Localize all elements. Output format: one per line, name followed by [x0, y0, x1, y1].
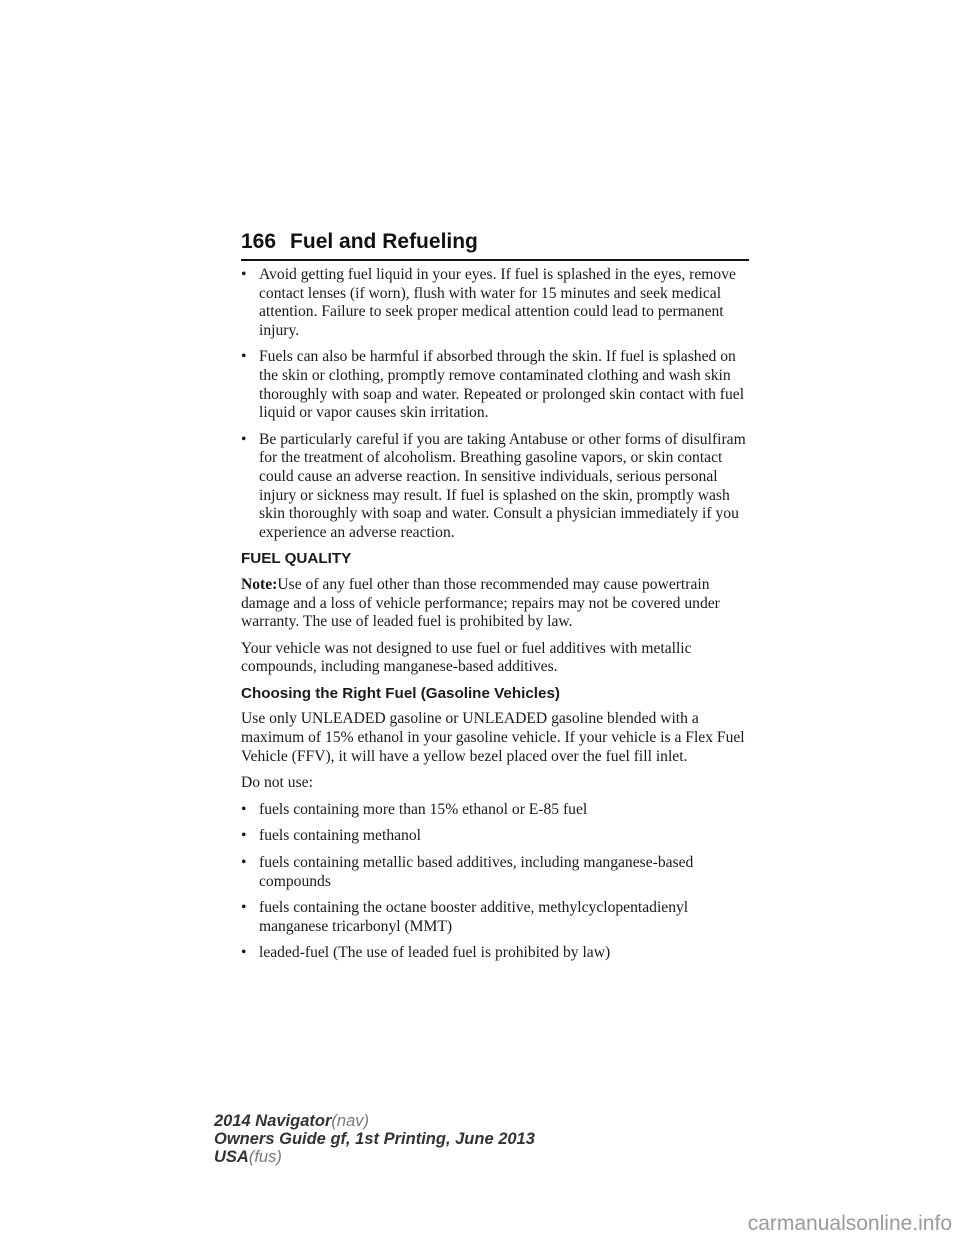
- bullet-icon: •: [241, 827, 247, 845]
- bullet-icon: •: [241, 266, 247, 283]
- note-label: Note:: [241, 575, 278, 593]
- list-item: • Fuels can also be harmful if absorbed through the skin. If fuel is splashed on the skin or clothing, promptly remove contaminated clothing and wash skin thoroughly with soap and water. Repeated or prolonged skin contact with fuel liquid or vapor causes skin irritation.: [241, 348, 745, 422]
- footer-line-1: 2014 Navigator(nav): [214, 1112, 369, 1130]
- safety-bullet-list: [241, 266, 753, 542]
- bullet-icon: •: [241, 348, 247, 366]
- bullet-icon: •: [241, 430, 247, 448]
- do-not-use-label: Do not use:: [241, 774, 313, 792]
- metallic-paragraph: Your vehicle was not designed to use fuel or fuel additives with metallic compounds, including manganese-based additives.: [241, 639, 692, 676]
- page-header: [241, 230, 749, 254]
- unleaded-paragraph: Use only UNLEADED gasoline or UNLEADED gasoline blended with a maximum of 15% ethanol in your gasoline vehicle. If your vehicle is a Flex Fuel Vehicle (FFV), it will have a yellow bezel placed over the fuel fill inlet.: [241, 710, 745, 765]
- note-paragraph: [241, 576, 753, 632]
- header-rule: [241, 259, 749, 261]
- list-item: • fuels containing more than 15% ethanol or E-85 fuel: [241, 800, 588, 818]
- bullet-icon: •: [241, 800, 247, 818]
- bullet-icon: •: [241, 944, 247, 962]
- watermark: carmanualsonline.info: [747, 1212, 952, 1235]
- list-item: • leaded-fuel (The use of leaded fuel is prohibited by law): [241, 944, 611, 962]
- list-item: • fuels containing the octane booster additive, methylcyclopentadienyl manganese tricarbonyl (MMT): [241, 899, 689, 935]
- bullet-icon: •: [241, 899, 247, 917]
- choosing-fuel-heading: Choosing the Right Fuel (Gasoline Vehicles): [241, 684, 560, 702]
- list-item: • Avoid getting fuel liquid in your eyes. If fuel is splashed in the eyes, remove contact lenses (if worn), flush with water for 15 minutes and seek medical attention. Failure to seek proper medical attention could lead to permanent injury.: [241, 266, 736, 339]
- fuel-quality-heading: FUEL QUALITY: [241, 550, 352, 568]
- section-title: Fuel and Refueling: [290, 230, 478, 253]
- page-content: [241, 266, 753, 971]
- footer-line-3: USA(fus): [214, 1148, 282, 1166]
- footer-line-2: Owners Guide gf, 1st Printing, June 2013: [214, 1130, 535, 1148]
- list-item: • fuels containing methanol: [241, 827, 421, 845]
- page-number: 166: [241, 230, 277, 253]
- bullet-icon: •: [241, 854, 247, 872]
- do-not-use-list: [241, 801, 753, 963]
- list-item: • fuels containing metallic based additives, including manganese-based compounds: [241, 854, 694, 890]
- note-text: Use of any fuel other than those recommended may cause powertrain damage and a loss of vehicle performance; repairs may not be covered under warranty. The use of leaded fuel is prohibited by law.: [241, 575, 720, 631]
- print-footer: [214, 1112, 535, 1166]
- list-item: • Be particularly careful if you are taking Antabuse or other forms of disulfiram for the treatment of alcoholism. Breathing gasoline vapors, or skin contact could cause an adverse reaction. In sensitive individuals, serious personal injury or sickness may result. If fuel is splashed on the skin, promptly wash skin thoroughly with soap and water. Consult a physician immediately if you experience an adverse reaction.: [241, 430, 746, 541]
